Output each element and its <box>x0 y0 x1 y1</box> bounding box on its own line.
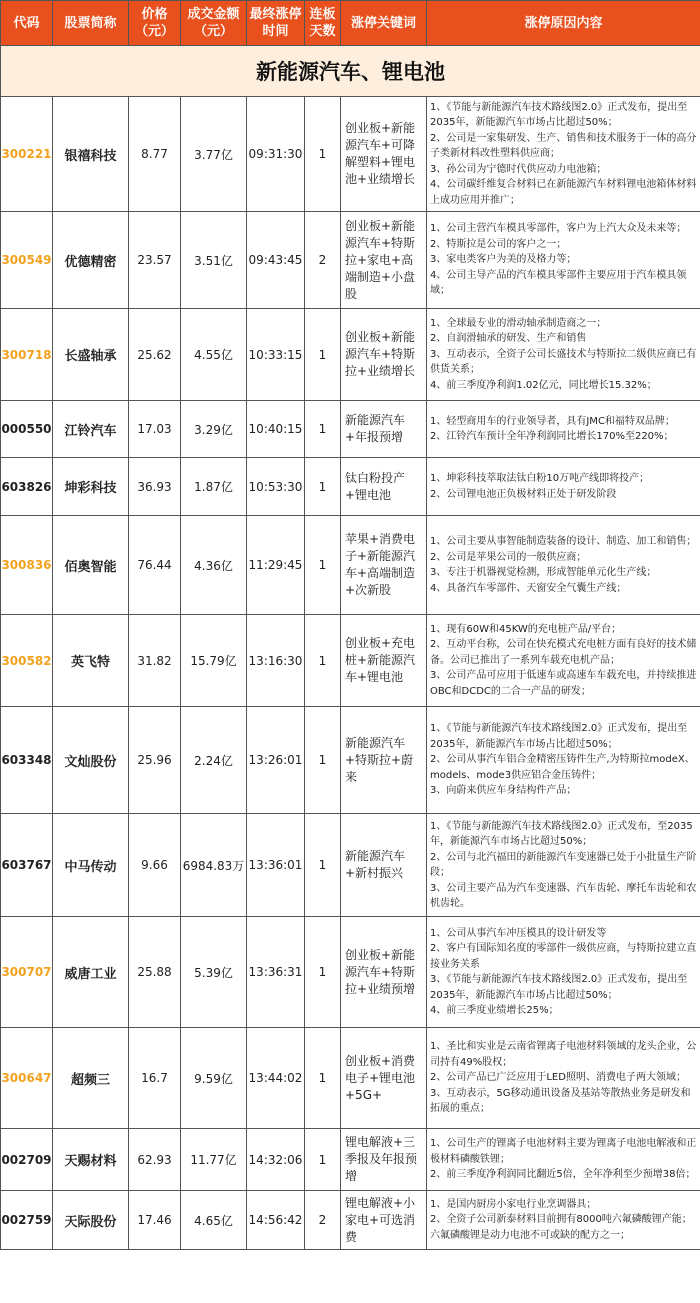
reason-line: 1、坤彩科技萃取法钛白粉10万吨产线即将投产； <box>430 473 650 484</box>
reason-line: 3、专注于机器视觉检测，形成智能单元化生产线； <box>430 567 657 578</box>
header-name: 股票简称 <box>53 1 129 46</box>
reason-line: 2、公司是苹果公司的一般供应商； <box>430 551 587 563</box>
stock-name: 超频三 <box>53 1028 129 1129</box>
amount-cell: 1.87亿 <box>181 458 247 516</box>
limit-up-time-cell: 13:26:01 <box>247 707 305 814</box>
limit-up-time-cell: 10:33:15 <box>247 309 305 401</box>
consecutive-days-cell: 2 <box>305 212 341 309</box>
stock-code: 300582 <box>1 615 53 707</box>
reason-cell <box>427 212 700 309</box>
consecutive-days-cell: 1 <box>305 458 341 516</box>
limit-up-time-cell: 10:40:15 <box>247 401 305 458</box>
reason-line: 1、《节能与新能源汽车技术路线图2.0》正式发布，提出至2035年，新能源汽车市场占比超过50%； <box>430 723 688 750</box>
stock-code: 300718 <box>1 309 53 401</box>
stock-code: 300221 <box>1 97 53 212</box>
stock-name: 文灿股份 <box>53 707 129 814</box>
header-code: 代码 <box>1 1 53 46</box>
consecutive-days-cell: 1 <box>305 309 341 401</box>
reason-cell <box>427 458 700 516</box>
amount-cell: 3.77亿 <box>181 97 247 212</box>
stock-code: 300549 <box>1 212 53 309</box>
keywords-cell: 创业板+新能源汽车+可降解塑料+锂电池+业绩增长 <box>341 97 427 212</box>
reason-line: 2、特斯拉是公司的客户之一； <box>430 238 567 250</box>
table-row <box>1 1028 700 1129</box>
stock-name: 坤彩科技 <box>53 458 129 516</box>
table-row <box>1 401 700 458</box>
limit-up-time-cell: 13:36:01 <box>247 814 305 917</box>
price-cell: 76.44 <box>129 516 181 615</box>
price-cell: 17.03 <box>129 401 181 458</box>
amount-cell: 3.29亿 <box>181 401 247 458</box>
reason-line: 4、具备汽车零部件、天窗安全气囊生产线； <box>430 582 627 594</box>
reason-line: 3、《节能与新能源汽车技术路线图2.0》正式发布，提出至2035年，新能源汽车市场占比超过50%； <box>430 974 688 1001</box>
reason-line: 1、公司生产的锂离子电池材料主要为锂离子电池电解液和正极材料磷酸铁锂； <box>430 1138 697 1165</box>
consecutive-days-cell: 1 <box>305 1028 341 1129</box>
reason-line: 1、公司主营汽车模具零部件，客户为上汽大众及未来等； <box>430 223 687 235</box>
section-row <box>1 46 700 97</box>
keywords-cell: 新能源汽车+年报预增 <box>341 401 427 458</box>
table-row <box>1 1191 700 1250</box>
stock-name: 长盛轴承 <box>53 309 129 401</box>
header-price: 价格 （元） <box>129 1 181 46</box>
stock-name: 英飞特 <box>53 615 129 707</box>
amount-cell: 11.77亿 <box>181 1129 247 1191</box>
reason-line: 4、公司碳纤维复合材料已在新能源汽车材料锂电池箱体材料上成功应用并推广； <box>430 179 697 206</box>
keywords-cell: 创业板+新能源汽车+特斯拉+家电+高端制造+小盘股 <box>341 212 427 309</box>
consecutive-days-cell: 1 <box>305 97 341 212</box>
reason-line: 1、是国内厨房小家电行业烹调器具； <box>430 1198 597 1210</box>
table-row <box>1 615 700 707</box>
reason-line: 2、互动平台称，公司在快充模式充电桩方面有良好的技术储备。公司已推出了一系列车载充电机产品； <box>430 639 697 666</box>
keywords-cell: 创业板+新能源汽车+特斯拉+业绩增长 <box>341 309 427 401</box>
stock-code: 603348 <box>1 707 53 814</box>
limit-up-time-cell: 09:43:45 <box>247 212 305 309</box>
price-cell: 23.57 <box>129 212 181 309</box>
reason-line: 2、公司是一家集研发、生产、销售和技术服务于一体的高分子类新材料改性塑料供应商； <box>430 132 697 160</box>
price-cell: 16.7 <box>129 1028 181 1129</box>
amount-cell: 3.51亿 <box>181 212 247 309</box>
header-days: 连板 天数 <box>305 1 341 46</box>
reason-line: 2、自润滑轴承的研发、生产和销售 <box>430 333 587 345</box>
stock-name: 江铃汽车 <box>53 401 129 458</box>
table-row <box>1 458 700 516</box>
consecutive-days-cell: 1 <box>305 615 341 707</box>
price-cell: 25.96 <box>129 707 181 814</box>
stock-code: 603767 <box>1 814 53 917</box>
reason-cell <box>427 615 700 707</box>
price-cell: 62.93 <box>129 1129 181 1191</box>
reason-line: 3、互动表示，5G移动通讯设备及基站等散热业务是研发和拓展的重点； <box>430 1087 691 1115</box>
stock-name: 佰奥智能 <box>53 516 129 615</box>
limit-up-time-cell: 09:31:30 <box>247 97 305 212</box>
stock-code: 603826 <box>1 458 53 516</box>
reason-line: 1、圣比和实业是云南省锂离子电池材料领域的龙头企业，公司持有49%股权； <box>430 1041 697 1068</box>
stock-code: 002759 <box>1 1191 53 1250</box>
reason-line: 3、公司产品可应用于低速车或高速车车载充电，并持续推进OBC和DCDC的二合一产品的研发； <box>430 670 697 697</box>
stock-name: 天际股份 <box>53 1191 129 1250</box>
section-title: 新能源汽车、锂电池 <box>1 46 700 97</box>
reason-cell <box>427 1191 700 1250</box>
table-row <box>1 212 700 309</box>
stock-code: 002709 <box>1 1129 53 1191</box>
keywords-cell: 苹果+消费电子+新能源汽车+高端制造+次新股 <box>341 516 427 615</box>
reason-cell <box>427 1028 700 1129</box>
header-keywords: 涨停关键词 <box>341 1 427 46</box>
price-cell: 9.66 <box>129 814 181 917</box>
header-amount: 成交金额 （元） <box>181 1 247 46</box>
reason-line: 2、前三季度净利润同比翻近5倍，全年净利至少预增38倍； <box>430 1169 696 1181</box>
reason-line: 4、前三季度净利润1.02亿元，同比增长15.32%； <box>430 379 657 391</box>
reason-line: 3、孙公司为宁德时代供应动力电池箱； <box>430 163 607 175</box>
keywords-cell: 新能源汽车+特斯拉+蔚来 <box>341 707 427 814</box>
amount-cell: 4.55亿 <box>181 309 247 401</box>
table-row <box>1 917 700 1028</box>
stock-code: 300836 <box>1 516 53 615</box>
reason-line: 1、公司从事汽车冲压模具的设计研发等 <box>430 927 607 939</box>
keywords-cell: 钛白粉投产+锂电池 <box>341 458 427 516</box>
price-cell: 8.77 <box>129 97 181 212</box>
stock-name: 优德精密 <box>53 212 129 309</box>
table-row <box>1 516 700 615</box>
limit-up-time-cell: 11:29:45 <box>247 516 305 615</box>
reason-line: 1、《节能与新能源汽车技术路线图2.0》正式发布，至2035年，新能源汽车市场占比超过50%； <box>430 820 693 847</box>
limit-up-time-cell: 14:32:06 <box>247 1129 305 1191</box>
price-cell: 25.88 <box>129 917 181 1028</box>
header-row <box>1 1 700 46</box>
consecutive-days-cell: 1 <box>305 516 341 615</box>
keywords-cell: 锂电解液+小家电+可选消费 <box>341 1191 427 1250</box>
reason-line: 4、公司主导产品的汽车模具零部件主要应用于汽车模具领域； <box>430 269 687 297</box>
reason-line: 1、全球最专业的滑动轴承制造商之一； <box>430 317 607 329</box>
reason-line: 2、客户有国际知名度的零部件一级供应商，与特斯拉建立直接业务关系 <box>430 943 697 970</box>
amount-cell: 9.59亿 <box>181 1028 247 1129</box>
reason-line: 2、公司产品已广泛应用于LED照明、消费电子两大领域； <box>430 1072 686 1084</box>
stock-name: 银禧科技 <box>53 97 129 212</box>
table-row <box>1 707 700 814</box>
price-cell: 25.62 <box>129 309 181 401</box>
amount-cell: 4.36亿 <box>181 516 247 615</box>
reason-line: 2、公司锂电池正负极材料正处于研发阶段 <box>430 488 617 500</box>
limit-up-time-cell: 13:16:30 <box>247 615 305 707</box>
consecutive-days-cell: 1 <box>305 917 341 1028</box>
keywords-cell: 锂电解液+三季报及年报预增 <box>341 1129 427 1191</box>
amount-cell: 5.39亿 <box>181 917 247 1028</box>
amount-cell: 2.24亿 <box>181 707 247 814</box>
limit-up-time-cell: 10:53:30 <box>247 458 305 516</box>
consecutive-days-cell: 2 <box>305 1191 341 1250</box>
reason-cell <box>427 309 700 401</box>
table-row <box>1 97 700 212</box>
reason-line: 3、公司主要产品为汽车变速器、汽车齿轮、摩托车齿轮和农机齿轮。 <box>430 882 697 909</box>
keywords-cell: 新能源汽车+新村振兴 <box>341 814 427 917</box>
reason-line: 2、公司与北汽福田的新能源汽车变速器已处于小批量生产阶段； <box>430 851 697 878</box>
amount-cell: 15.79亿 <box>181 615 247 707</box>
consecutive-days-cell: 1 <box>305 1129 341 1191</box>
reason-cell <box>427 917 700 1028</box>
reason-line: 1、现有60W和45KW的充电桩产品/平台； <box>430 623 622 635</box>
reason-line: 3、互动表示，全资子公司长盛技术与特斯拉二级供应商已有供货关系； <box>430 348 697 376</box>
table-row <box>1 814 700 917</box>
reason-line: 3、向蔚来供应车身结构件产品； <box>430 785 577 797</box>
keywords-cell: 创业板+充电桩+新能源汽车+锂电池 <box>341 615 427 707</box>
reason-cell <box>427 97 700 212</box>
consecutive-days-cell: 1 <box>305 707 341 814</box>
keywords-cell: 创业板+消费电子+锂电池+5G+ <box>341 1028 427 1129</box>
reason-line: 1、公司主要从事智能制造装备的设计、制造、加工和销售； <box>430 536 697 547</box>
limit-up-time-cell: 13:36:31 <box>247 917 305 1028</box>
keywords-cell: 创业板+新能源汽车+特斯拉+业绩预增 <box>341 917 427 1028</box>
stock-code: 000550 <box>1 401 53 458</box>
stock-name: 天赐材料 <box>53 1129 129 1191</box>
limit-up-time-cell: 14:56:42 <box>247 1191 305 1250</box>
limit-up-time-cell: 13:44:02 <box>247 1028 305 1129</box>
price-cell: 36.93 <box>129 458 181 516</box>
reason-line: 3、家电类客户为美的及格力等； <box>430 254 577 266</box>
amount-cell: 6984.83万 <box>181 814 247 917</box>
reason-cell <box>427 516 700 615</box>
reason-line: 1、轻型商用车的行业领导者，具有JMC和福特双品牌； <box>430 415 675 427</box>
consecutive-days-cell: 1 <box>305 401 341 458</box>
price-cell: 31.82 <box>129 615 181 707</box>
header-time: 最终涨停 时间 <box>247 1 305 46</box>
table-row <box>1 309 700 401</box>
consecutive-days-cell: 1 <box>305 814 341 917</box>
header-reason: 涨停原因内容 <box>427 1 700 46</box>
reason-line: 2、全资子公司新泰材料目前拥有8000吨六氟磷酸锂产能；六氟磷酸锂是动力电池不可或缺的配方之一； <box>430 1214 692 1241</box>
stock-code: 300707 <box>1 917 53 1028</box>
reason-line: 4、前三季度业绩增长25%； <box>430 1005 559 1016</box>
stock-code: 300647 <box>1 1028 53 1129</box>
reason-cell <box>427 401 700 458</box>
reason-cell <box>427 1129 700 1191</box>
price-cell: 17.46 <box>129 1191 181 1250</box>
amount-cell: 4.65亿 <box>181 1191 247 1250</box>
stock-name: 中马传动 <box>53 814 129 917</box>
reason-line: 2、江铃汽车预计全年净利润同比增长170%至220%； <box>430 431 674 442</box>
stock-name: 威唐工业 <box>53 917 129 1028</box>
reason-cell <box>427 814 700 917</box>
reason-line: 1、《节能与新能源汽车技术路线图2.0》正式发布，提出至2035年，新能源汽车市场占比超过50%； <box>430 101 688 129</box>
reason-cell <box>427 707 700 814</box>
table-row <box>1 1129 700 1191</box>
reason-line: 2、公司从事汽车铝合金精密压铸件生产,为特斯拉modeX、models、mode3供应铝合金压铸件； <box>430 754 695 781</box>
